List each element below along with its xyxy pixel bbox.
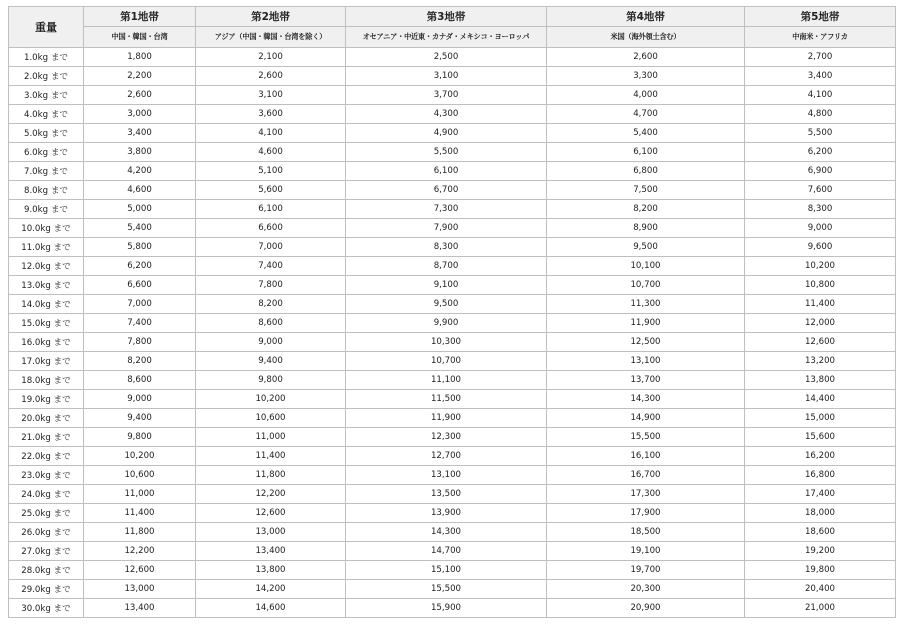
- rate-cell-zone-2: 14,600: [196, 599, 346, 618]
- rate-cell-zone-4: 17,900: [547, 504, 745, 523]
- rate-cell-zone-4: 15,500: [547, 428, 745, 447]
- rate-cell-zone-2: 13,000: [196, 523, 346, 542]
- weight-cell: 23.0kg まで: [9, 466, 84, 485]
- table-row: [9, 200, 896, 219]
- weight-cell: 13.0kg まで: [9, 276, 84, 295]
- zone-3-header: 第3地帯: [346, 7, 547, 27]
- rate-cell-zone-1: 1,800: [84, 48, 196, 67]
- rate-cell-zone-4: 5,400: [547, 124, 745, 143]
- weight-column-header: 重量: [9, 7, 84, 48]
- rate-cell-zone-1: 8,600: [84, 371, 196, 390]
- table-row: [9, 409, 896, 428]
- rate-cell-zone-5: 9,600: [745, 238, 896, 257]
- rate-cell-zone-3: 12,700: [346, 447, 547, 466]
- rate-cell-zone-5: 18,600: [745, 523, 896, 542]
- rate-cell-zone-2: 6,100: [196, 200, 346, 219]
- rate-cell-zone-3: 9,500: [346, 295, 547, 314]
- rate-cell-zone-2: 9,400: [196, 352, 346, 371]
- rate-cell-zone-5: 6,200: [745, 143, 896, 162]
- rate-cell-zone-1: 7,000: [84, 295, 196, 314]
- table-row: [9, 352, 896, 371]
- rate-cell-zone-4: 2,600: [547, 48, 745, 67]
- rate-cell-zone-5: 17,400: [745, 485, 896, 504]
- rate-cell-zone-2: 12,200: [196, 485, 346, 504]
- rate-cell-zone-1: 2,600: [84, 86, 196, 105]
- rate-cell-zone-5: 14,400: [745, 390, 896, 409]
- rate-cell-zone-2: 3,100: [196, 86, 346, 105]
- rate-cell-zone-3: 4,900: [346, 124, 547, 143]
- rate-cell-zone-1: 7,400: [84, 314, 196, 333]
- rate-cell-zone-3: 6,100: [346, 162, 547, 181]
- rate-cell-zone-2: 2,600: [196, 67, 346, 86]
- rate-cell-zone-3: 15,900: [346, 599, 547, 618]
- rate-cell-zone-2: 13,400: [196, 542, 346, 561]
- weight-cell: 26.0kg まで: [9, 523, 84, 542]
- rate-cell-zone-2: 11,800: [196, 466, 346, 485]
- rate-cell-zone-1: 4,600: [84, 181, 196, 200]
- rate-cell-zone-3: 14,300: [346, 523, 547, 542]
- zone-1-region: 中国・韓国・台湾: [84, 27, 196, 48]
- rate-cell-zone-5: 15,600: [745, 428, 896, 447]
- rate-cell-zone-2: 10,200: [196, 390, 346, 409]
- table-row: [9, 219, 896, 238]
- weight-cell: 29.0kg まで: [9, 580, 84, 599]
- rate-cell-zone-3: 6,700: [346, 181, 547, 200]
- rate-cell-zone-1: 9,400: [84, 409, 196, 428]
- rate-cell-zone-2: 8,200: [196, 295, 346, 314]
- rate-cell-zone-5: 19,800: [745, 561, 896, 580]
- table-row: [9, 371, 896, 390]
- weight-cell: 12.0kg まで: [9, 257, 84, 276]
- rate-cell-zone-5: 21,000: [745, 599, 896, 618]
- rate-cell-zone-5: 7,600: [745, 181, 896, 200]
- rate-cell-zone-5: 10,200: [745, 257, 896, 276]
- rate-cell-zone-1: 10,600: [84, 466, 196, 485]
- rate-cell-zone-4: 4,000: [547, 86, 745, 105]
- rate-cell-zone-3: 8,700: [346, 257, 547, 276]
- table-row: [9, 105, 896, 124]
- rate-cell-zone-5: 13,800: [745, 371, 896, 390]
- rate-cell-zone-2: 10,600: [196, 409, 346, 428]
- rate-cell-zone-1: 11,800: [84, 523, 196, 542]
- rate-cell-zone-5: 6,900: [745, 162, 896, 181]
- rate-cell-zone-1: 3,800: [84, 143, 196, 162]
- rate-cell-zone-3: 9,100: [346, 276, 547, 295]
- rate-cell-zone-2: 7,800: [196, 276, 346, 295]
- rate-cell-zone-5: 15,000: [745, 409, 896, 428]
- rate-cell-zone-3: 13,500: [346, 485, 547, 504]
- rate-cell-zone-4: 11,900: [547, 314, 745, 333]
- weight-cell: 27.0kg まで: [9, 542, 84, 561]
- table-row: [9, 542, 896, 561]
- rate-cell-zone-3: 11,900: [346, 409, 547, 428]
- zone-4-region: 米国（海外領土含む）: [547, 27, 745, 48]
- rate-cell-zone-1: 5,400: [84, 219, 196, 238]
- rate-cell-zone-4: 9,500: [547, 238, 745, 257]
- table-row: [9, 390, 896, 409]
- rate-cell-zone-5: 9,000: [745, 219, 896, 238]
- rate-cell-zone-5: 12,600: [745, 333, 896, 352]
- rate-cell-zone-3: 13,900: [346, 504, 547, 523]
- weight-cell: 8.0kg まで: [9, 181, 84, 200]
- table-header: [9, 7, 896, 48]
- rate-cell-zone-3: 11,100: [346, 371, 547, 390]
- zone-region-row: [9, 27, 896, 48]
- weight-cell: 5.0kg まで: [9, 124, 84, 143]
- table-row: [9, 67, 896, 86]
- rate-cell-zone-2: 12,600: [196, 504, 346, 523]
- rate-cell-zone-2: 4,100: [196, 124, 346, 143]
- table-row: [9, 561, 896, 580]
- rate-cell-zone-5: 19,200: [745, 542, 896, 561]
- weight-cell: 2.0kg まで: [9, 67, 84, 86]
- rate-cell-zone-4: 19,100: [547, 542, 745, 561]
- rate-cell-zone-1: 13,000: [84, 580, 196, 599]
- zone-5-region: 中南米・アフリカ: [745, 27, 896, 48]
- rate-cell-zone-2: 5,600: [196, 181, 346, 200]
- rate-cell-zone-4: 8,900: [547, 219, 745, 238]
- rate-cell-zone-3: 5,500: [346, 143, 547, 162]
- rate-cell-zone-3: 15,500: [346, 580, 547, 599]
- rate-cell-zone-4: 7,500: [547, 181, 745, 200]
- weight-cell: 9.0kg まで: [9, 200, 84, 219]
- table-row: [9, 181, 896, 200]
- rate-cell-zone-1: 4,200: [84, 162, 196, 181]
- rate-cell-zone-2: 2,100: [196, 48, 346, 67]
- rate-cell-zone-4: 16,100: [547, 447, 745, 466]
- weight-cell: 1.0kg まで: [9, 48, 84, 67]
- rate-cell-zone-4: 13,700: [547, 371, 745, 390]
- table-row: [9, 276, 896, 295]
- table-row: [9, 599, 896, 618]
- rate-cell-zone-2: 9,800: [196, 371, 346, 390]
- rate-cell-zone-1: 6,200: [84, 257, 196, 276]
- weight-cell: 22.0kg まで: [9, 447, 84, 466]
- rate-cell-zone-2: 9,000: [196, 333, 346, 352]
- rate-cell-zone-5: 13,200: [745, 352, 896, 371]
- zone-4-header: 第4地帯: [547, 7, 745, 27]
- table-row: [9, 295, 896, 314]
- zone-2-region: アジア（中国・韓国・台湾を除く）: [196, 27, 346, 48]
- weight-cell: 28.0kg まで: [9, 561, 84, 580]
- rate-cell-zone-5: 8,300: [745, 200, 896, 219]
- zone-2-header: 第2地帯: [196, 7, 346, 27]
- rate-cell-zone-5: 10,800: [745, 276, 896, 295]
- rate-cell-zone-1: 3,400: [84, 124, 196, 143]
- rate-cell-zone-2: 6,600: [196, 219, 346, 238]
- rate-cell-zone-4: 13,100: [547, 352, 745, 371]
- rate-cell-zone-4: 14,900: [547, 409, 745, 428]
- table-row: [9, 162, 896, 181]
- rate-cell-zone-4: 6,800: [547, 162, 745, 181]
- rate-cell-zone-3: 10,700: [346, 352, 547, 371]
- rate-cell-zone-3: 8,300: [346, 238, 547, 257]
- table-row: [9, 257, 896, 276]
- rate-cell-zone-5: 20,400: [745, 580, 896, 599]
- rate-cell-zone-5: 4,100: [745, 86, 896, 105]
- rate-cell-zone-1: 8,200: [84, 352, 196, 371]
- rate-cell-zone-4: 8,200: [547, 200, 745, 219]
- rate-cell-zone-2: 7,000: [196, 238, 346, 257]
- weight-cell: 6.0kg まで: [9, 143, 84, 162]
- table-row: [9, 428, 896, 447]
- weight-cell: 21.0kg まで: [9, 428, 84, 447]
- rate-cell-zone-4: 20,900: [547, 599, 745, 618]
- rate-cell-zone-5: 5,500: [745, 124, 896, 143]
- rate-cell-zone-5: 2,700: [745, 48, 896, 67]
- rate-cell-zone-2: 14,200: [196, 580, 346, 599]
- rate-cell-zone-3: 4,300: [346, 105, 547, 124]
- rate-cell-zone-3: 13,100: [346, 466, 547, 485]
- rate-cell-zone-4: 17,300: [547, 485, 745, 504]
- rate-cell-zone-2: 8,600: [196, 314, 346, 333]
- weight-cell: 11.0kg まで: [9, 238, 84, 257]
- rate-cell-zone-5: 16,800: [745, 466, 896, 485]
- rate-cell-zone-4: 19,700: [547, 561, 745, 580]
- rate-cell-zone-3: 7,300: [346, 200, 547, 219]
- weight-cell: 24.0kg まで: [9, 485, 84, 504]
- rate-cell-zone-1: 9,000: [84, 390, 196, 409]
- rate-cell-zone-3: 7,900: [346, 219, 547, 238]
- rate-cell-zone-4: 20,300: [547, 580, 745, 599]
- rate-cell-zone-4: 11,300: [547, 295, 745, 314]
- rate-cell-zone-3: 3,100: [346, 67, 547, 86]
- rate-cell-zone-3: 9,900: [346, 314, 547, 333]
- weight-cell: 10.0kg まで: [9, 219, 84, 238]
- weight-cell: 7.0kg まで: [9, 162, 84, 181]
- weight-cell: 15.0kg まで: [9, 314, 84, 333]
- table-row: [9, 466, 896, 485]
- rate-cell-zone-5: 3,400: [745, 67, 896, 86]
- table-row: [9, 143, 896, 162]
- table-row: [9, 333, 896, 352]
- rate-cell-zone-2: 3,600: [196, 105, 346, 124]
- rate-cell-zone-5: 11,400: [745, 295, 896, 314]
- weight-cell: 14.0kg まで: [9, 295, 84, 314]
- weight-cell: 19.0kg まで: [9, 390, 84, 409]
- rate-cell-zone-1: 9,800: [84, 428, 196, 447]
- rate-cell-zone-1: 11,000: [84, 485, 196, 504]
- rate-cell-zone-1: 12,200: [84, 542, 196, 561]
- table-row: [9, 523, 896, 542]
- table-row: [9, 238, 896, 257]
- rate-cell-zone-4: 12,500: [547, 333, 745, 352]
- table-row: [9, 447, 896, 466]
- rate-cell-zone-1: 6,600: [84, 276, 196, 295]
- rate-cell-zone-1: 5,000: [84, 200, 196, 219]
- weight-cell: 17.0kg まで: [9, 352, 84, 371]
- rate-cell-zone-3: 15,100: [346, 561, 547, 580]
- weight-cell: 25.0kg まで: [9, 504, 84, 523]
- rate-cell-zone-4: 3,300: [547, 67, 745, 86]
- rate-cell-zone-3: 10,300: [346, 333, 547, 352]
- rate-cell-zone-2: 11,400: [196, 447, 346, 466]
- rate-cell-zone-1: 3,000: [84, 105, 196, 124]
- rate-cell-zone-5: 18,000: [745, 504, 896, 523]
- weight-cell: 18.0kg まで: [9, 371, 84, 390]
- weight-cell: 3.0kg まで: [9, 86, 84, 105]
- rate-cell-zone-2: 4,600: [196, 143, 346, 162]
- zone-5-header: 第5地帯: [745, 7, 896, 27]
- rate-cell-zone-1: 5,800: [84, 238, 196, 257]
- rate-cell-zone-4: 16,700: [547, 466, 745, 485]
- rate-table-container: [8, 6, 895, 618]
- zone-1-header: 第1地帯: [84, 7, 196, 27]
- rate-cell-zone-2: 5,100: [196, 162, 346, 181]
- rate-cell-zone-2: 13,800: [196, 561, 346, 580]
- rate-cell-zone-5: 12,000: [745, 314, 896, 333]
- zone-name-row: [9, 7, 896, 27]
- rate-cell-zone-3: 2,500: [346, 48, 547, 67]
- rate-cell-zone-2: 7,400: [196, 257, 346, 276]
- rate-cell-zone-5: 16,200: [745, 447, 896, 466]
- rate-cell-zone-1: 13,400: [84, 599, 196, 618]
- rate-cell-zone-1: 10,200: [84, 447, 196, 466]
- weight-cell: 4.0kg まで: [9, 105, 84, 124]
- table-row: [9, 485, 896, 504]
- table-row: [9, 124, 896, 143]
- weight-cell: 30.0kg まで: [9, 599, 84, 618]
- table-row: [9, 314, 896, 333]
- rate-cell-zone-4: 10,700: [547, 276, 745, 295]
- rate-cell-zone-4: 10,100: [547, 257, 745, 276]
- table-row: [9, 86, 896, 105]
- table-body: [9, 48, 896, 618]
- rate-cell-zone-3: 14,700: [346, 542, 547, 561]
- shipping-rate-table: [8, 6, 896, 618]
- rate-cell-zone-1: 11,400: [84, 504, 196, 523]
- weight-cell: 20.0kg まで: [9, 409, 84, 428]
- weight-cell: 16.0kg まで: [9, 333, 84, 352]
- zone-3-region: オセアニア・中近東・カナダ・メキシコ・ヨーロッパ: [346, 27, 547, 48]
- table-row: [9, 504, 896, 523]
- rate-cell-zone-3: 3,700: [346, 86, 547, 105]
- rate-cell-zone-1: 12,600: [84, 561, 196, 580]
- table-row: [9, 48, 896, 67]
- rate-cell-zone-2: 11,000: [196, 428, 346, 447]
- rate-cell-zone-4: 14,300: [547, 390, 745, 409]
- rate-cell-zone-5: 4,800: [745, 105, 896, 124]
- rate-cell-zone-3: 12,300: [346, 428, 547, 447]
- rate-cell-zone-4: 4,700: [547, 105, 745, 124]
- rate-cell-zone-1: 7,800: [84, 333, 196, 352]
- rate-cell-zone-3: 11,500: [346, 390, 547, 409]
- rate-cell-zone-1: 2,200: [84, 67, 196, 86]
- rate-cell-zone-4: 6,100: [547, 143, 745, 162]
- table-row: [9, 580, 896, 599]
- rate-cell-zone-4: 18,500: [547, 523, 745, 542]
